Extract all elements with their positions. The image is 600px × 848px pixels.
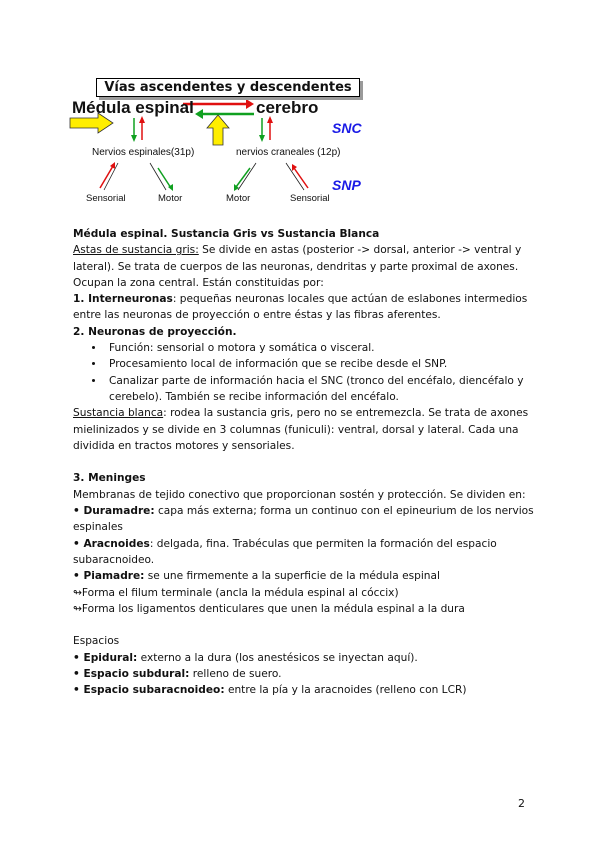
- motor-right-label: Motor: [226, 193, 251, 204]
- paragraph-interneuronas: 1. Interneuronas: pequeñas neuronas locales que actúan de eslabones intermedios entre las neuronas de proyección o entre éstas y las fibras aferentes.: [73, 293, 528, 322]
- sensorial-left-label: Sensorial: [86, 193, 126, 204]
- term-sustancia-gris: Astas de sustancia gris:: [73, 244, 199, 257]
- section-heading-medula: Médula espinal. Sustancia Gris vs Sustancia Blanca: [73, 228, 380, 240]
- arrow-head-green: [195, 109, 203, 119]
- paragraph-sustancia-gris: Astas de sustancia gris: Se divide en astas (posterior -> dorsal, anterior -> ventral y lateral). Se trata de cuerpos de las neuronas, dendritas y parte proximal de axones. Ocupan la zona central. Están constituidas por:: [73, 244, 522, 289]
- list-item: • Función: sensorial o motora y somática o visceral.: [105, 340, 543, 356]
- paragraph-epidural: • Epidural: externo a la dura (los anestésicos se inyectan aquí).: [73, 651, 418, 664]
- paragraph-duramadre: • Duramadre: capa más externa; forma un continuo con el epineurium de los nervios espinales: [73, 505, 534, 534]
- paragraph-sustancia-blanca: Sustancia blanca: rodea la sustancia gris, pero no se entremezcla. Se trata de axones mielinizados y se divide en 3 columnas (funiculi): ventral, dorsal y lateral. Cada una dividida en tractos motores y sensoriales.: [73, 407, 529, 452]
- paragraph-subaracnoideo: • Espacio subaracnoideo: entre la pía y la aracnoides (relleno con LCR): [73, 684, 467, 697]
- term-sustancia-blanca: Sustancia blanca: [73, 407, 164, 420]
- yellow-arrow-up: [207, 115, 229, 145]
- paragraph-aracnoides: • Aracnoides: delgada, fina. Trabéculas que permiten la formación del espacio subaracnoideo.: [73, 537, 497, 566]
- document-body: [73, 226, 543, 699]
- heading-neuronas-proyeccion: 2. Neuronas de proyección.: [73, 325, 237, 338]
- paragraph-meninges-intro: Membranas de tejido conectivo que proporcionan sostén y protección. Se dividen en:: [73, 488, 526, 501]
- arrow-head-red: [246, 99, 254, 109]
- diagram-title: Vías ascendentes y descendentes: [96, 78, 360, 97]
- term-interneuronas: 1. Interneuronas: [73, 293, 173, 306]
- paragraph-subdural: • Espacio subdural: relleno de suero.: [73, 668, 282, 681]
- spinal-nerves-label: Nervios espinales(31p): [92, 147, 195, 158]
- snc-label: SNC: [332, 120, 362, 136]
- paragraph-ligamentos: ↬Forma los ligamentos denticulares que unen la médula espinal a la dura: [73, 602, 465, 615]
- cranial-nerves-label: nervios craneales (12p): [236, 147, 341, 158]
- snp-label: SNP: [332, 177, 361, 193]
- list-item: • Procesamiento local de información que se recibe desde el SNP.: [105, 356, 543, 372]
- list-item: • Canalizar parte de información hacia el SNC (tronco del encéfalo, diencéfalo y cerebelo). También se recibe información del encéfalo.: [105, 373, 543, 406]
- pathways-diagram: [68, 70, 488, 215]
- paragraph-filum: ↬Forma el filum terminale (ancla la médula espinal al cóccix): [73, 586, 399, 599]
- section-heading-meninges: 3. Meninges: [73, 472, 146, 485]
- section-heading-espacios: Espacios: [73, 635, 120, 648]
- bullet-list-proyeccion: [73, 340, 543, 405]
- page-number: 2: [518, 797, 525, 810]
- paragraph-piamadre: • Piamadre: se une firmemente a la superficie de la médula espinal: [73, 570, 440, 583]
- sensorial-right-label: Sensorial: [290, 193, 330, 204]
- motor-left-label: Motor: [158, 193, 183, 204]
- cerebro-label: cerebro: [256, 98, 319, 117]
- medula-label: Médula espinal: [72, 98, 194, 117]
